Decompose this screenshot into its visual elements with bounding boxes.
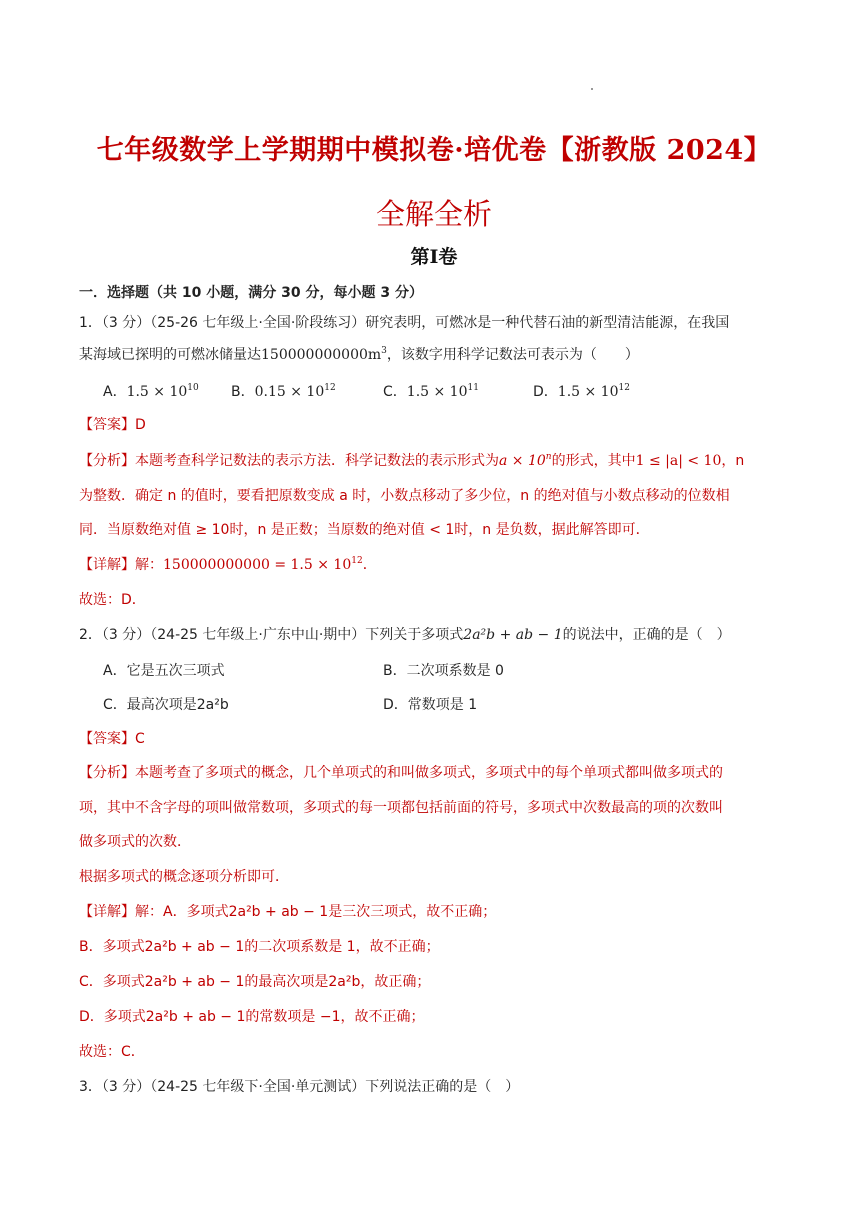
scan-speck bbox=[591, 88, 593, 90]
q2-detail-line2: B．多项式2a²b + ab − 1的二次项系数是 1，故不正确； bbox=[79, 939, 440, 955]
q1-stem-exp: 3 bbox=[381, 346, 387, 356]
q1-stem-number: 150000000000m bbox=[261, 347, 382, 363]
q1-option-c: C．$1.5 \times 10^{11}$ bbox=[383, 383, 479, 400]
q2-answer: 【答案】C bbox=[79, 731, 145, 747]
q3-stem: 3．（3 分）（24-25 七年级下·全国·单元测试）下列说法正确的是（ ） bbox=[79, 1079, 520, 1095]
q1-analysis-line1: 【分析】本题考查科学记数法的表示方法．科学记数法的表示形式为$a \times 10^n$的形式，其中1 ≤ |a| < 10，n bbox=[79, 452, 745, 469]
q1-analysis-line2: 为整数．确定 n 的值时，要看把原数变成 a 时，小数点移动了多少位，n 的绝对值与小数点移动的位数相 bbox=[79, 488, 730, 504]
q2-stem: 2．（3 分）（24-25 七年级上·广东中山·期中）下列关于多项式2a²b + ab − 1的说法中，正确的是（ ） bbox=[79, 627, 731, 643]
q1-stem-text-b: ，该数字用科学记数法可表示为（ ） bbox=[386, 347, 639, 363]
q1-stem-text-a: 某海域已探明的可燃冰储量达 bbox=[79, 347, 261, 363]
q2-detail-line4: D．多项式2a²b + ab − 1的常数项是 −1，故不正确； bbox=[79, 1009, 425, 1025]
q2-option-c: C．最高次项是2a²b bbox=[103, 697, 229, 713]
page-subtitle: 全解全析 bbox=[375, 197, 492, 231]
q1-detail: 【详解】解：$150000000000 = 1.5 \times 10^{12}$． bbox=[79, 556, 377, 573]
q2-analysis-line2: 项，其中不含字母的项叫做常数项，多项式的每一项都包括前面的符号，多项式中次数最高的项的次数叫 bbox=[79, 800, 723, 816]
q2-choose: 故选：C． bbox=[79, 1044, 145, 1060]
q1-analysis-line3: 同．当原数绝对值 ≥ 10时，n 是正数；当原数的绝对值 < 1时，n 是负数，据此解答即可． bbox=[79, 522, 650, 538]
q2-detail-line3: C．多项式2a²b + ab − 1的最高次项是2a²b，故正确； bbox=[79, 974, 431, 990]
q1-answer: 【答案】D bbox=[79, 417, 146, 433]
volume-heading: 第I卷 bbox=[410, 246, 458, 268]
q1-option-a: A．$1.5 \times 10^{10}$ bbox=[103, 383, 199, 400]
q1-stem-line2 bbox=[79, 345, 639, 365]
q1-choose: 故选：D． bbox=[79, 592, 146, 608]
q2-detail-line1: 【详解】解：A．多项式2a²b + ab − 1是三次三项式，故不正确； bbox=[79, 904, 497, 920]
q1-option-d: D．$1.5 \times 10^{12}$ bbox=[533, 383, 630, 400]
q2-analysis-line4: 根据多项式的概念逐项分析即可． bbox=[79, 869, 289, 885]
q2-option-d: D．常数项是 1 bbox=[383, 697, 478, 713]
q2-analysis-line3: 做多项式的次数． bbox=[79, 834, 191, 850]
q1-stem-line1: 1．（3 分）（25-26 七年级上·全国·阶段练习）研究表明，可燃冰是一种代替石油的新型清洁能源，在我国 bbox=[79, 315, 730, 331]
q2-analysis-line1: 【分析】本题考查了多项式的概念，几个单项式的和叫做多项式，多项式中的每个单项式都叫做多项式的 bbox=[79, 765, 723, 781]
page-title: 七年级数学上学期期中模拟卷·培优卷【浙教版 2024】 bbox=[96, 135, 772, 166]
section-heading: 一．选择题（共 10 小题，满分 30 分，每小题 3 分） bbox=[79, 285, 423, 301]
q2-option-a: A．它是五次三项式 bbox=[103, 663, 225, 679]
q1-option-b: B．$0.15 \times 10^{12}$ bbox=[231, 383, 336, 400]
q2-option-b: B．二次项系数是 0 bbox=[383, 663, 504, 679]
